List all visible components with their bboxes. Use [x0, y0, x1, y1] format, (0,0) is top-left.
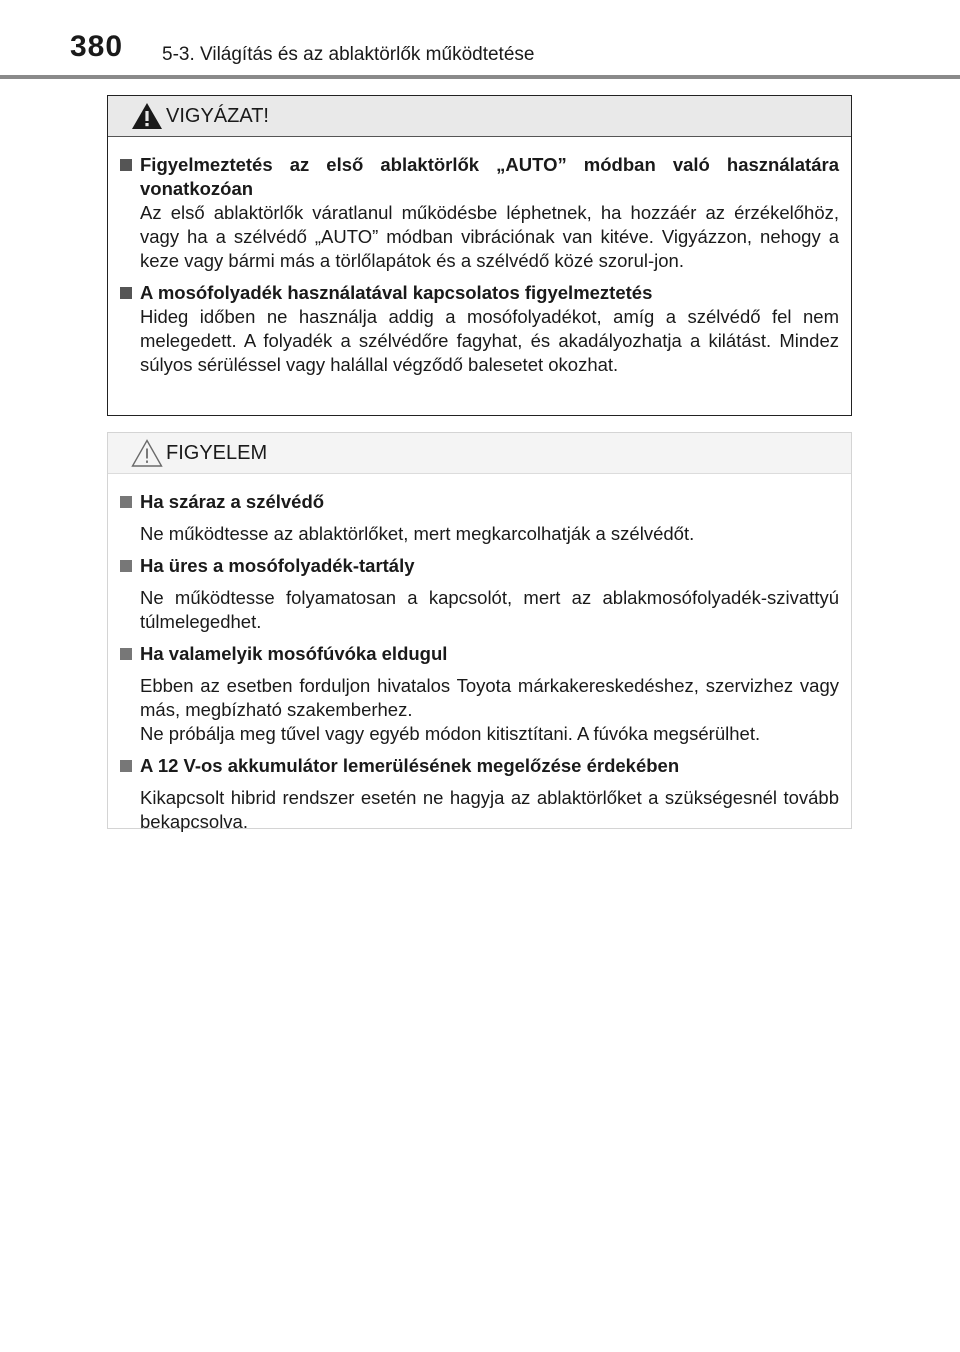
list-item	[118, 153, 839, 273]
warning-box-title: VIGYÁZAT!	[166, 105, 269, 127]
item-heading-text: Ha üres a mosófolyadék-tartály	[140, 555, 415, 576]
item-text: Az első ablaktörlők váratlanul működésbe léphetnek, ha hozzáér az érzékelőhöz, vagy ha a szélvédő „AUTO” módban vibrációnak van kitéve. Vigyázzon, nehogy a keze vagy bármi más a törlőlapátok és a szélvédő közé szorul-jon.	[140, 202, 839, 271]
item-heading	[118, 281, 839, 305]
warning-box-header	[108, 96, 851, 137]
notice-box	[107, 432, 852, 832]
notice-box-header	[108, 433, 851, 474]
warning-box	[107, 95, 852, 416]
page-header	[0, 0, 960, 80]
square-bullet-icon	[120, 287, 132, 299]
item-text: Ne működtesse folyamatosan a kapcsolót, mert az ablakmosófolyadék-szivattyú túlmelegedhet.	[140, 587, 839, 632]
item-heading-text: Ha valamelyik mosófúvóka eldugul	[140, 643, 448, 664]
list-item	[118, 281, 839, 377]
item-text: Hideg időben ne használja addig a mosófolyadékot, amíg a szélvédő fel nem melegedett. A folyadék a szélvédőre fagyhat, és akadályozhatja a kilátást. Mindez súlyos sérüléssel vagy halállal végződő balesetet okozhat.	[140, 306, 839, 375]
item-heading-text: A 12 V-os akkumulátor lemerülésének megelőzése érdekében	[140, 755, 680, 776]
item-heading-text: A mosófolyadék használatával kapcsolatos figyelmeztetés	[140, 282, 653, 303]
square-bullet-icon	[120, 560, 132, 572]
item-heading	[118, 642, 839, 666]
list-item	[118, 754, 839, 834]
notice-box-body	[108, 474, 851, 834]
item-heading	[118, 554, 839, 578]
square-bullet-icon	[120, 648, 132, 660]
warning-box-body	[108, 137, 851, 377]
item-heading	[118, 754, 839, 778]
list-item	[118, 554, 839, 634]
header-divider	[0, 75, 960, 79]
square-bullet-icon	[120, 496, 132, 508]
item-heading-text: Ha száraz a szélvédő	[140, 491, 325, 512]
section-title: 5-3. Világítás és az ablaktörlők működtetése	[162, 44, 535, 65]
item-heading-text: Figyelmeztetés az első ablaktörlők „AUTO” módban való használatára vonatkozóan	[140, 154, 839, 199]
item-heading	[118, 490, 839, 514]
item-text-secondary: Ne próbálja meg tűvel vagy egyéb módon kitisztítani. A fúvóka megsérülhet.	[140, 723, 761, 744]
notice-box-title: FIGYELEM	[166, 442, 268, 464]
item-text: Kikapcsolt hibrid rendszer esetén ne hagyja az ablaktörlőket a szükségesnél tovább bekapcsolva.	[140, 787, 839, 832]
item-text: Ebben az esetben forduljon hivatalos Toyota márkakereskedéshez, szervizhez vagy más, megbízható szakemberhez.	[140, 675, 839, 720]
item-heading	[118, 153, 839, 201]
list-item	[118, 490, 839, 546]
list-item	[118, 642, 839, 746]
page-number: 380	[70, 30, 124, 63]
warning-triangle-icon	[130, 101, 164, 131]
caution-triangle-outline-icon	[130, 438, 164, 468]
square-bullet-icon	[120, 760, 132, 772]
item-text: Ne működtesse az ablaktörlőket, mert megkarcolhatják a szélvédőt.	[140, 523, 695, 544]
square-bullet-icon	[120, 159, 132, 171]
